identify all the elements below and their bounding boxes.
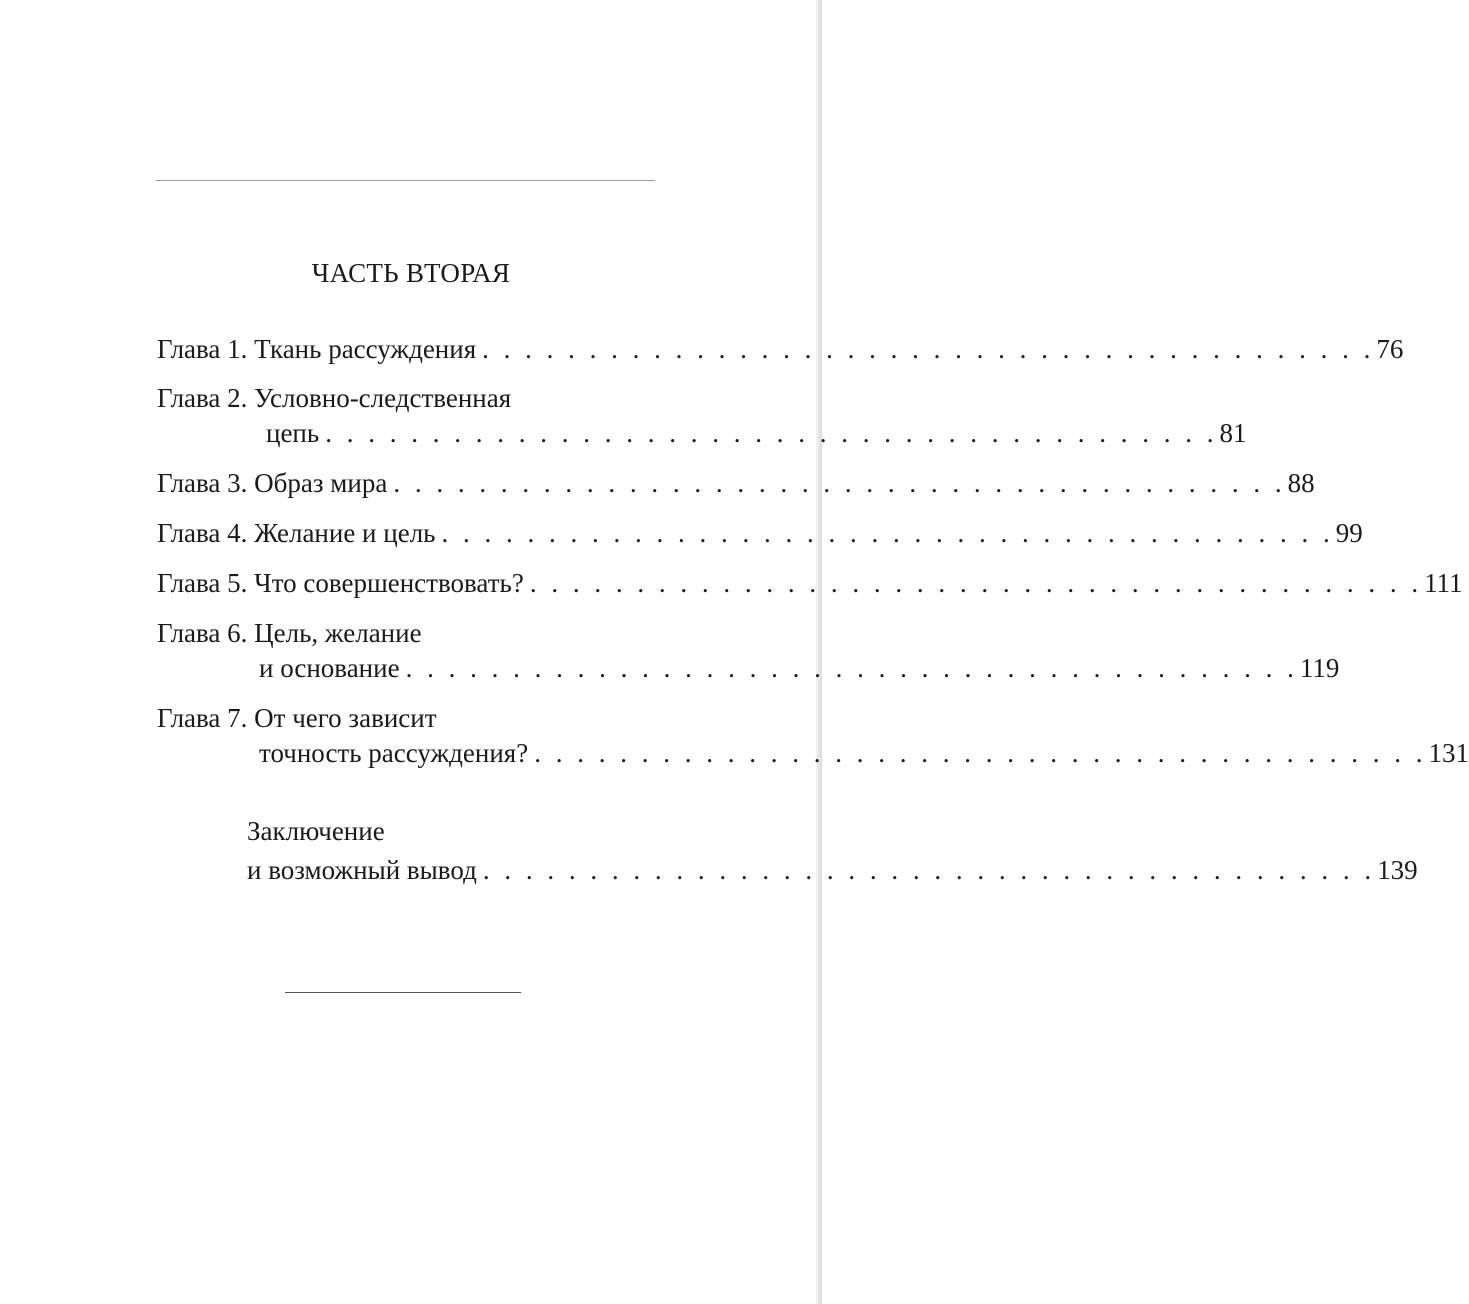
- dot-leader: . . . . . . . . . . . . . . . . . . . . . . . . . . . . . . . . . . . . . . . . . .: [482, 855, 1376, 885]
- toc-entry-chapter-7: [259, 736, 1469, 770]
- toc-entry-label: Глава 7. От чего зависит: [157, 703, 437, 733]
- dot-leader: . . . . . . . . . . . . . . . . . . . . . . . . . . . . . . . . . . . . . . . . . .: [482, 334, 1375, 364]
- toc-entry-chapter-6: [259, 651, 1340, 685]
- dot-leader: . . . . . . . . . . . . . . . . . . . . . . . . . . . . . . . . . . . . . . . . . .: [534, 738, 1427, 768]
- toc-entry-label: цепь: [266, 418, 320, 448]
- toc-entry-conclusion: [247, 853, 1418, 887]
- bottom-rule: [285, 992, 521, 993]
- dot-leader: . . . . . . . . . . . . . . . . . . . . . . . . . . . . . . . . . . . . . . . . . .: [529, 568, 1423, 598]
- toc-entry-conclusion-line1: [247, 814, 647, 848]
- toc-entry-label: Глава 1. Ткань рассуждения: [157, 334, 477, 364]
- part-title: ЧАСТЬ ВТОРАЯ: [311, 258, 511, 288]
- top-rule: [156, 180, 655, 181]
- dot-leader: . . . . . . . . . . . . . . . . . . . . . . . . . . . . . . . . . . . . . . . . . .: [405, 653, 1298, 683]
- toc-entry-chapter-2-line1: [157, 381, 648, 415]
- toc-page-number: 131: [1428, 738, 1469, 768]
- dot-leader: . . . . . . . . . . . . . . . . . . . . . . . . . . . . . . . . . . . . . . . . . .: [325, 418, 1218, 448]
- toc-page-number: 139: [1377, 855, 1418, 885]
- dot-leader: . . . . . . . . . . . . . . . . . . . . . . . . . . . . . . . . . . . . . . . . . .: [441, 518, 1334, 548]
- dot-leader: . . . . . . . . . . . . . . . . . . . . . . . . . . . . . . . . . . . . . . . . . .: [393, 468, 1286, 498]
- toc-entry-chapter-3: [157, 466, 1315, 500]
- toc-page-number: 76: [1376, 334, 1404, 364]
- toc-entry-chapter-4: [157, 516, 1363, 550]
- toc-entry-label: Глава 4. Желание и цель: [157, 518, 436, 548]
- toc-page-number: 88: [1287, 468, 1315, 498]
- toc-entry-chapter-7-line1: [157, 701, 648, 735]
- toc-entry-label: Глава 3. Образ мира: [157, 468, 388, 498]
- toc-page-number: 81: [1219, 418, 1247, 448]
- toc-entry-label: Глава 6. Цель, желание: [157, 618, 422, 648]
- toc-entry-label: и основание: [259, 653, 400, 683]
- toc-entry-label: и возможный вывод: [247, 855, 477, 885]
- toc-entry-chapter-5: [157, 566, 1463, 600]
- toc-page-number: 99: [1335, 518, 1363, 548]
- toc-entry-label: Глава 5. Что совершенствовать?: [157, 568, 524, 598]
- toc-entry-label: точность рассуждения?: [259, 738, 529, 768]
- toc-page-number: 111: [1424, 568, 1463, 598]
- toc-entry-chapter-1: [157, 332, 1404, 366]
- toc-entry-chapter-2: [266, 416, 1247, 450]
- toc-page-number: 119: [1299, 653, 1340, 683]
- toc-entry-chapter-6-line1: [157, 616, 648, 650]
- toc-entry-label: Глава 2. Условно-следственная: [157, 383, 512, 413]
- toc-entry-label: Заключение: [247, 816, 385, 846]
